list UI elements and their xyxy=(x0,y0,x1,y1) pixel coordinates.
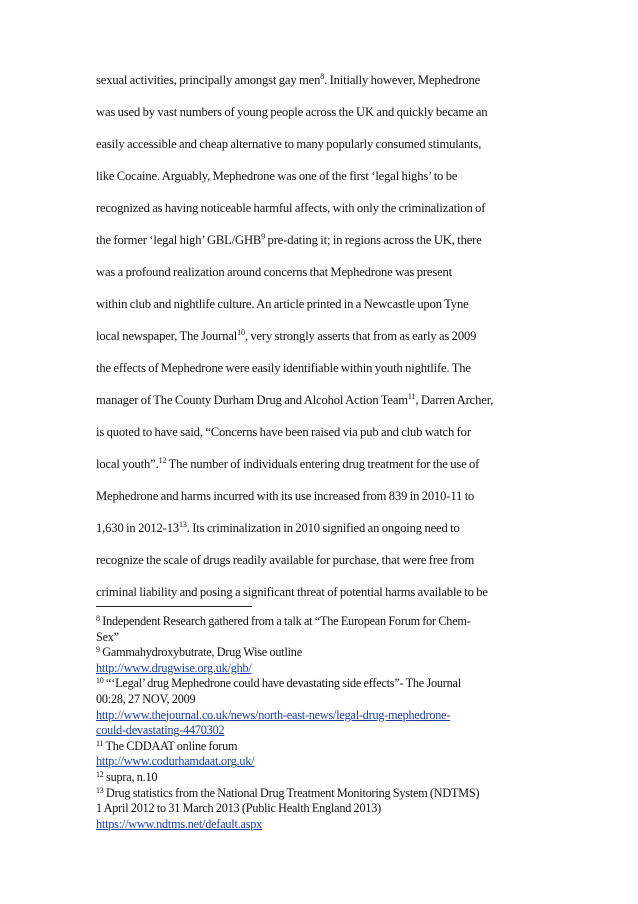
footnote-8-continued: Sex” xyxy=(96,629,119,644)
body-line-13 xyxy=(96,454,546,486)
footnotes xyxy=(96,614,546,832)
codurhamdaat-link[interactable]: http://www.codurhamdaat.org.uk/ xyxy=(96,754,255,769)
footnote-9-link-line xyxy=(96,661,546,677)
body-line-11 xyxy=(96,390,546,422)
footnote-ref-12[interactable]: 12 xyxy=(158,456,167,465)
body-line-1 xyxy=(96,70,546,102)
footnote-separator xyxy=(96,606,252,607)
footnote-ref-11[interactable]: 11 xyxy=(407,392,416,401)
body-line-5: recognized as having noticeable harmful affects, with only the criminalization of xyxy=(96,201,486,215)
body-line-14: Mephedrone and harms incurred with its use increased from 839 in 2010-11 to xyxy=(96,489,475,503)
drugwise-link[interactable]: http://www.drugwise.org.uk/ghb/ xyxy=(96,660,252,675)
footnote-11-link-line xyxy=(96,754,546,770)
footnote-10 xyxy=(96,676,546,692)
body-line-6 xyxy=(96,230,546,262)
footnote-ref-8[interactable]: 8 xyxy=(320,72,325,81)
footnote-text: Independent Research gathered from a talk at “The European Forum for Chem- xyxy=(99,614,471,628)
footnote-number: 9 xyxy=(96,645,100,655)
ndtms-link[interactable]: https://www.ndtms.net/default.aspx xyxy=(96,816,263,831)
body-text-segment: . Initially however, Mephedrone xyxy=(324,73,481,87)
body-text-segment: , Darren Archer, xyxy=(415,393,494,407)
body-line-2: was used by vast numbers of young people across the UK and quickly became an xyxy=(96,105,488,119)
body-text xyxy=(96,70,546,614)
footnote-ref-10[interactable]: 10 xyxy=(237,328,245,337)
body-text-segment: the former ‘legal high’ GBL/GHB xyxy=(96,233,262,247)
thejournal-link[interactable]: http://www.thejournal.co.uk/news/north-east-news/legal-drug-mephedrone- xyxy=(96,707,451,722)
thejournal-link-continued[interactable]: could-devastating-4470302 xyxy=(96,723,225,738)
footnote-number: 11 xyxy=(96,738,104,748)
footnote-text: The CDDAAT online forum xyxy=(103,738,238,753)
footnote-number: 13 xyxy=(96,785,104,795)
footnote-10-link-line-2 xyxy=(96,723,546,739)
body-text-segment: local youth”. xyxy=(96,457,159,471)
body-line-16: recognize the scale of drugs readily available for purchase, that were free from xyxy=(96,553,475,567)
body-text-segment: . Its criminalization in 2010 signified an ongoing need to xyxy=(186,521,460,535)
footnote-ref-9[interactable]: 9 xyxy=(261,232,266,241)
body-text-segment: local newspaper, The Journal xyxy=(96,329,238,343)
footnote-13-dates: 1 April 2012 to 31 March 2013 (Public Health England 2013) xyxy=(96,801,381,816)
footnote-ref-13[interactable]: 13 xyxy=(179,520,187,529)
body-line-8: within club and nightlife culture. An article printed in a Newcastle upon Tyne xyxy=(96,297,469,311)
body-text-segment: sexual activities, principally amongst gay men xyxy=(96,73,321,87)
body-text-segment: pre-dating it; in regions across the UK, there xyxy=(265,233,482,247)
body-line-17: criminal liability and posing a significant threat of potential harms available to be xyxy=(96,585,488,599)
footnote-number: 10 xyxy=(96,676,104,686)
footnote-9 xyxy=(96,645,546,661)
footnote-8 xyxy=(96,614,546,630)
footnote-11 xyxy=(96,739,546,755)
footnote-10-date: 00:28, 27 NOV, 2009 xyxy=(96,691,196,706)
footnote-12 xyxy=(96,770,546,786)
body-line-9 xyxy=(96,326,546,358)
body-line-3: easily accessible and cheap alternative to many popularly consumed stimulants, xyxy=(96,137,482,151)
body-text-segment: manager of The County Durham Drug and Alcohol Action Team xyxy=(96,393,408,407)
footnote-10-link-line-1 xyxy=(96,708,546,724)
footnote-text: Gammahydroxybutrate, Drug Wise outline xyxy=(99,645,302,660)
footnote-text: “‘Legal’ drug Mephedrone could have devastating side effects”- The Journal xyxy=(103,676,461,691)
footnote-13-link-line xyxy=(96,817,546,833)
body-text-segment: 1,630 in 2012-13 xyxy=(96,521,180,535)
body-line-10: the effects of Mephedrone were easily identifiable within youth nightlife. The xyxy=(96,361,471,375)
footnote-number: 12 xyxy=(96,769,104,779)
body-line-4: like Cocaine. Arguably, Mephedrone was one of the first ‘legal highs’ to be xyxy=(96,169,458,183)
footnote-text: Drug statistics from the National Drug Treatment Monitoring System (NDTMS) xyxy=(103,785,480,800)
body-line-7: was a profound realization around concerns that Mephedrone was present xyxy=(96,265,453,279)
footnote-text: supra, n.10 xyxy=(103,769,158,784)
body-text-segment: The number of individuals entering drug treatment for the use of xyxy=(166,457,480,471)
body-text-segment: , very strongly asserts that from as early as 2009 xyxy=(244,329,477,343)
body-line-12: is quoted to have said, “Concerns have been raised via pub and club watch for xyxy=(96,425,471,439)
body-line-15 xyxy=(96,518,546,550)
footnote-13 xyxy=(96,786,546,802)
footnote-number: 8 xyxy=(96,614,100,623)
